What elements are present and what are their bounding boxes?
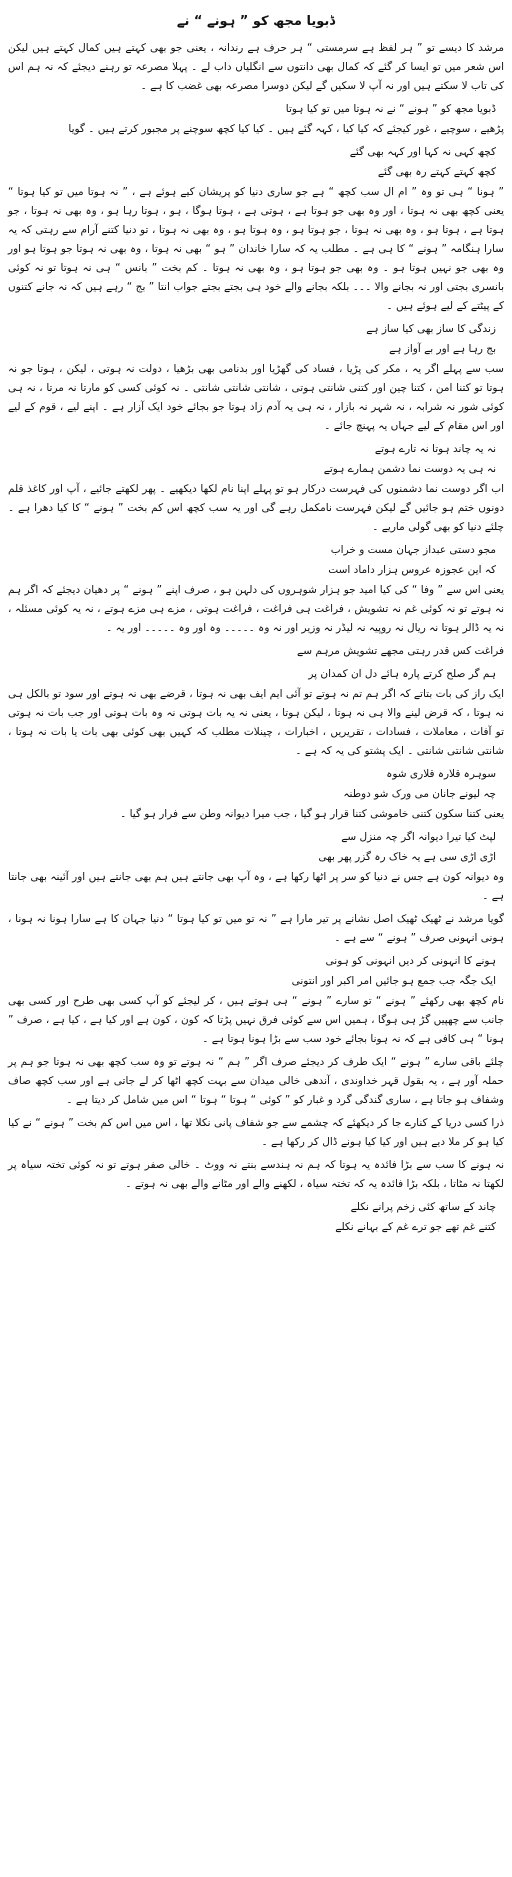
article-body <box>8 39 504 1236</box>
paragraph: گویا مرشد نے ٹھیک ٹھیک اصل نشانے پر تیر مارا ہے ” نہ تو میں تو کیا ہوتا “ دنیا جہان کا ہے سارا ہونا نہ ہونا ، ہونی انہونی صرف ” ہونے “ سے ہے ۔ <box>8 913 504 944</box>
verse-line: نہ ہی یہ دوست نما دشمن ہمارے ہوتے <box>323 463 496 475</box>
paragraph: وہ دیوانہ کون ہے جس نے دنیا کو سر پر اٹھا رکھا ہے ، وہ آپ بھی جانتے ہیں ہم بھی جانتے ہیں اور آئینہ بھی جانتا ہے ۔ <box>8 871 504 902</box>
verse-line: چہ لیونے جانان می ورک شو دوطنہ <box>343 788 496 800</box>
paragraph: سب سے پہلے اگر یہ ، مکر کی پڑیا ، فساد کی گھڑیا اور بدنامی بھی بڑھیا ، دولت نہ ہوتی ، لیکن ، ہوتا جو نہ ہوتا تو کتنا امن ، کتنا چین اور کتنی شانتی ہوتی ، شانتی شانتی شانتی ۔ نہ کوئی کسی کو مارتا نہ مرتا ، نہ ہی کوئی شور نہ شرابہ ، نہ شہر نہ بازار ، نہ ہی یہ آدم زاد ہوتا جو بجائے خود ایک آزار ہے ۔ اپنے لیے ، قوم کے لیے اور اس مقام کے لیے جہاں یہ پہنچ جائے ۔ <box>8 363 504 432</box>
paragraph: ” ہونا “ ہی تو وہ ” ام ال سب کچھ “ ہے جو ساری دنیا کو پریشان کیے ہوئے ہے ، ” نہ ہوتا میں تو کیا ہوتا “ یعنی کچھ بھی نہ ہوتا ، اور وہ بھی جو ہوتا ہے ، ہوتی ہے ، ہوتا ہوگا ، ہو ، ہوتا رہا ہو ، وہ بھی نہ ہوتا ، جو ہوتا ہے ، ہوتا ہو ، وہ بھی نہ ہوتا ، جو ہوتا ہو ، وہ ہوتا ہو ، وہ بھی نہ ہوتا ، تو دنیا کتنے آرام سے رہتی کہ یہ سارا ہنگامہ ” ہونے “ کا ہی ہے ۔ مطلب یہ کہ سارا خاندان ” ہو “ بھی نہ ہوتا ، وہ بھی نہ ہوتا جو ہوتا ہو اور وہ بھی جو نہیں ہوتا ہو ۔ وہ بھی جو ہوتا ہو ، وہ بھی نہ ہوتا ۔ کم بخت ” بانس “ ہی نہ ہوتا تو نہ کوئی بانسری بجتی اور نہ بجانے والا ۔۔۔ بلکہ بجانے والے خود ہی بجتے بجتے جواب انتا ” بج “ رہے ہیں کہ نہ جانے کتنوں کے پیٹتے کے لیے ہوئے ہیں ۔ <box>8 186 504 312</box>
verse-line: لپٹ کیا تیرا دیوانہ اگر چہ منزل سے <box>341 831 496 843</box>
verse-line: سوہرہ قلارہ قلاری شوہ <box>386 768 496 780</box>
paragraph: اب اگر دوست نما دشمنوں کی فہرست درکار ہو تو پہلے اپنا نام لکھا دیکھیے ۔ پھر لکھتے جائیے ، آپ اور کاغذ قلم دونوں ختم ہو جائیں گے لیکن فہرست نامکمل رہے گی اور یہ سب کچھ اس کم بخت ” ہونے “ کا کیا دھرا ہے ۔ چلئے دنیا کو بھی گولی ماریے ۔ <box>8 483 504 533</box>
paragraph: نام کچھ بھی رکھئے ” ہونے “ تو سارے ” ہونے “ ہی ہوتے ہیں ، کر لیجئے کو آپ کسی بھی طرح اور کسی بھی جانب سے چھپیں گڑ ہی ہوگا ، ہمیں اس سے کوئی فرق نہیں پڑتا کہ کون ، کون ہے اور کیا ہے ، کیا ہے ، صرف ” ہونا “ ہی کافی ہے کہ نہ ہونا بجائے خود سب سے بڑا ہونا ہوتا ہے ۔ <box>8 995 504 1045</box>
verse-line: بج رہا ہے اور بے آواز ہے <box>389 343 496 355</box>
verse-line: کتنے غم تھے جو ترے غم کے بہانے نکلے <box>335 1221 496 1233</box>
verse-line: ایک جگہ جب جمع ہو جائیں امر اکبر اور انتونی <box>291 975 496 987</box>
verse-line: کچھ کہی نہ کہا اور کہہ بھی گئے <box>349 146 496 158</box>
paragraph: ایک راز کی بات بتاتے کہ اگر ہم تم نہ ہوتے تو آئی ایم ایف بھی نہ ہوتا ، قرضے بھی نہ ہوتے اور سود تو بالکل ہی نہ ہوتا ، کہ قرض لینے والا ہی نہ ہوتا ، لیکن ہوتا ، یعنی نہ یہ بات ہوتی نہ وہ بات ہوتی اور جب بات نہ ہوتی تو آفات ، معاملات ، فسادات ، تقریریں ، اخبارات ، چینلات مطلب کہ کہیں بھی کوئی بھی بات یا بات نہ ہوتا ، شانتی شانتی شانتی ۔ ایک پشتو کی یہ کہ ہے ۔ <box>8 688 504 757</box>
verse-line: کہ این عجوزہ عروس ہزار داماد است <box>328 564 496 576</box>
paragraph: چلئے باقی سارے ” ہونے “ ایک طرف کر دیجئے صرف اگر ” ہم “ نہ ہوتے تو وہ سب کچھ بھی نہ ہوتا جو ہم پر حملہ آور ہے ، یہ بقول قہر خداوندی ، آندھی خالی میدان سے بہت کچھ اٹھا کر لے جاتی ہے اور سب کچھ صاف وشفاف ہو جاتا ہے ، ساری گندگی گرد و غبار کو ” کوئی “ ہوتا “ ہوتا “ اس میں شامل کر دیتا ہے ۔ <box>8 1056 504 1106</box>
paragraph: پڑھیے ، سوچیے ، غور کیجئے کہ کیا کیا ، کہہ گئے ہیں ۔ کیا کیا کچھ سوچنے پر مجبور کرتے ہیں ۔ گویا <box>68 123 504 135</box>
paragraph: ذرا کسی دریا کے کنارے جا کر دیکھئے کہ چشمے سے جو شفاف پانی نکلا تھا ، اس میں اس کم بخت ” ہونے “ نے کیا کیا ہو کر ملا دیے ہیں اور کیا کیا ہونے ڈال کر رکھا ہے ۔ <box>8 1117 504 1148</box>
verse-line: نہ یہ چاند ہوتا نہ تارے ہوتے <box>374 443 496 455</box>
verse-line: ہم گر صلح کرتے پارہ ہائے دل ان کمدان پر <box>308 668 496 680</box>
verse-line: کچھ کہتے کہتے رہ بھی گئے <box>377 166 496 178</box>
verse-line: اڑی اڑی سی ہے یہ خاک رہ گزر پھر بھی <box>318 851 496 863</box>
verse-line: ہونے کا انہونی کر دیں انہونی کو ہونی <box>325 955 496 967</box>
verse-line: ڈبویا مجھ کو ” ہونے “ نے نہ ہوتا میں تو کیا ہوتا <box>285 103 496 115</box>
verse-line: مجو دستی عبداز جہان مست و خراب <box>330 544 496 556</box>
verse-line: زندگی کا ساز بھی کیا ساز ہے <box>366 323 496 335</box>
paragraph: فراغت کس قدر رہتی مجھے تشویش مرہم سے <box>297 645 504 657</box>
verse-line: چاند کے ساتھ کئی زخم پرانے نکلے <box>350 1201 496 1213</box>
paragraph: یعنی اس سے ” وفا “ کی کیا امید جو ہزار شوہروں کی دلہن ہو ، صرف اپنے ” ہونے “ پر دھیان دیجئے کہ اگر ہم نہ ہوتے تو نہ کوئی غم نہ تشویش ، فراغت ہی فراغت ، فراغت ہوتی ، مزے ہی مزے ہوتے ، نہ یہ کوئی مسئلہ ، نہ یہ ڈالر ہوتا نہ ریال نہ روپیہ نہ لیڈر نہ وزیر اور نہ وہ ۔۔۔۔۔ وہ اور وہ ۔۔۔۔۔ اور یہ ۔ <box>8 584 504 634</box>
paragraph: یعنی کتنا سکون کتنی خاموشی کتنا قرار ہو گیا ، جب میرا دیوانہ وطن سے فرار ہو گیا ۔ <box>120 808 504 820</box>
paragraph: نہ ہونے کا سب سے بڑا فائدہ یہ ہوتا کہ ہم نہ ہندسے بنتے نہ ووٹ ۔ خالی صفر ہوتے تو نہ کوئی تختہ سیاہ پر لکھتا نہ مٹاتا ، بلکہ بڑا فائدہ یہ کہ تختہ سیاہ ، لکھنے والے اور مٹانے والے بھی نہ ہوتے ۔ <box>8 1159 504 1190</box>
article-title: ڈبویا مجھ کو ” ہونے “ نے <box>176 14 336 29</box>
paragraph: مرشد کا دیسے تو ” ہر لفظ ہے سرمستی “ ہر حرف ہے رندانہ ، یعنی جو بھی کہتے ہیں کمال کہتے ہیں لیکن اس شعر میں تو ایسا کر گئے کہ کمال بھی دانتوں سے انگلیاں داب لے ۔ پہلا مصرعہ تو رہنے دیجئے کہ نہ ہم اس کی تاب لا سکتے ہیں اور نہ آپ لا سکیں گے لیکن دوسرا مصرعہ بھی غضب کا ہے ۔ <box>8 42 504 92</box>
